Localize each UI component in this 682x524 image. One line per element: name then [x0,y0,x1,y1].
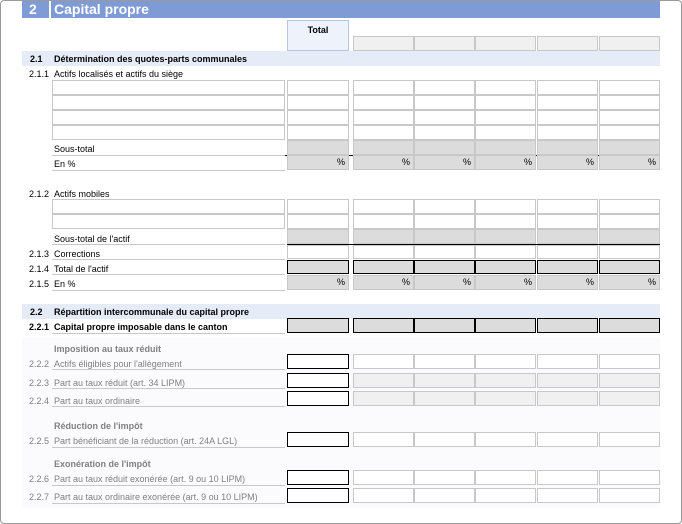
subtotal-actif-label: Sous-total de l'actif [54,234,130,244]
r212-row-value-cell[interactable] [599,199,660,214]
r211-label: Actifs localisés et actifs du siège [54,69,184,79]
enpct-value-pct: % [353,155,414,170]
r211-row-value-cell[interactable] [414,95,475,110]
r212-row-value-cell[interactable] [353,214,414,229]
r211-row-value-cell[interactable] [599,125,660,140]
subtotal-value-cell [599,140,660,155]
s21-title: Détermination des quotes-parts communales [54,54,248,64]
r221-label: Capital propre imposable dans le canton [54,322,228,332]
r225-value-cell[interactable] [599,432,660,447]
s21-number: 2.1 [30,54,43,64]
r211-row-value-cell[interactable] [599,110,660,125]
r222-total-cell[interactable] [287,354,349,369]
r213-value-cell[interactable] [537,245,598,259]
subtotal-value-cell [475,140,536,155]
r212-row-total-cell[interactable] [287,199,349,214]
r226-label: Part au taux réduit exonérée (art. 9 ou 10 LIPM) [54,474,246,484]
r214-label-rule [52,274,285,275]
r226-label-rule [52,485,285,486]
r214-value-cell [537,260,598,274]
r212-row-value-cell[interactable] [414,199,475,214]
enpct-value-pct: % [414,155,475,170]
r211-row-value-cell[interactable] [414,80,475,95]
r215-number: 2.1.5 [29,279,50,289]
r224-label: Part au taux ordinaire [54,396,141,406]
r214-value-cell [353,260,414,274]
r212-row-value-cell[interactable] [537,214,598,229]
r212-row-label-input[interactable] [52,199,285,214]
r211-row-value-cell[interactable] [537,110,598,125]
subtotal-actif-value-cell [599,229,660,244]
r211-row-value-cell[interactable] [537,95,598,110]
r211-row-value-cell[interactable] [475,110,536,125]
r211-row-total-cell[interactable] [287,125,349,140]
commune-column-header-cell [475,36,536,51]
r225-total-cell[interactable] [287,432,349,447]
r211-row-value-cell[interactable] [599,95,660,110]
r224-number: 2.2.4 [29,396,50,406]
r221-value-cell [475,318,536,333]
r215-value-pct: % [599,275,660,290]
r225-label: Part bénéficiant de la réduction (art. 24A LGL) [54,436,238,446]
subtotal-actif-value-cell [414,229,475,244]
r215-value-pct: % [353,275,414,290]
r211-row-label-input[interactable] [52,125,285,140]
r213-label: Corrections [54,249,101,259]
enpct-total-pct: % [287,155,349,170]
r211-row-label-input[interactable] [52,80,285,95]
r225-value-cell[interactable] [537,432,598,447]
r225-number: 2.2.5 [29,436,50,446]
r223-value-cell [414,373,475,388]
r211-row-value-cell[interactable] [475,125,536,140]
r227-value-cell[interactable] [475,488,536,503]
r227-number: 2.2.7 [29,492,50,502]
r226-number: 2.2.6 [29,474,50,484]
r211-row-value-cell[interactable] [414,110,475,125]
r213-value-cell[interactable] [599,245,660,259]
subtotal-value-cell [353,140,414,155]
r223-total-cell[interactable] [287,373,349,388]
r212-row-value-cell[interactable] [353,199,414,214]
commune-column-header-cell [414,36,475,51]
r222-value-cell[interactable] [537,354,598,369]
subtotal-actif-value-cell [475,229,536,244]
r215-label-rule [52,290,285,291]
reduced-heading: Imposition au taux réduit [54,344,162,354]
subtotal-label-rule [52,155,285,156]
r211-row-value-cell[interactable] [414,125,475,140]
r222-label: Actifs éligibles pour l'allègement [54,359,182,369]
r221-number: 2.2.1 [29,322,50,332]
commune-column-header-cell [599,36,660,51]
r221-value-cell [599,318,660,333]
r223-value-cell [353,373,414,388]
r211-row-value-cell[interactable] [353,80,414,95]
r212-row-total-cell[interactable] [287,214,349,229]
r212-row-value-cell[interactable] [599,214,660,229]
subtotal-value-cell [537,140,598,155]
r213-number: 2.1.3 [29,249,50,259]
r212-row-value-cell[interactable] [475,199,536,214]
s22-title: Répartition intercommunale du capital propre [54,307,250,317]
r211-row-value-cell[interactable] [537,125,598,140]
r221-total-cell [287,318,349,333]
r226-value-cell[interactable] [353,470,414,485]
r223-label: Part au taux réduit (art. 34 LIPM) [54,378,186,388]
subtotal-total-cell [287,140,349,155]
r214-value-cell [475,260,536,274]
r221-value-cell [414,318,475,333]
r214-value-cell [599,260,660,274]
r211-row-label-input[interactable] [52,95,285,110]
r226-value-cell[interactable] [599,470,660,485]
r215-label: En % [54,279,76,289]
r224-value-cell [475,391,536,406]
r211-row-value-cell[interactable] [475,95,536,110]
r222-value-cell[interactable] [475,354,536,369]
r212-row-value-cell[interactable] [475,214,536,229]
r215-value-pct: % [414,275,475,290]
reduction-heading: Réduction de l'impôt [54,421,143,431]
r226-value-cell[interactable] [414,470,475,485]
r214-value-cell [414,260,475,274]
r224-value-cell [414,391,475,406]
r212-row-label-input[interactable] [52,214,285,229]
r227-value-cell[interactable] [414,488,475,503]
r224-value-cell [537,391,598,406]
r211-row-total-cell[interactable] [287,110,349,125]
enpct-value-pct: % [599,155,660,170]
subtotal-value-cell [414,140,475,155]
r212-label: Actifs mobiles [54,189,110,199]
r222-value-cell[interactable] [353,354,414,369]
enpct-value-pct: % [537,155,598,170]
r223-number: 2.2.3 [29,378,50,388]
subtotal-actif-total-cell [287,229,349,244]
r226-value-cell[interactable] [537,470,598,485]
r215-value-pct: % [537,275,598,290]
r211-row-value-cell[interactable] [353,110,414,125]
r227-value-cell[interactable] [537,488,598,503]
r223-value-cell [599,373,660,388]
r227-value-cell[interactable] [599,488,660,503]
r227-label-rule [52,503,285,504]
section-header [22,1,660,18]
r224-value-cell [599,391,660,406]
r224-label-rule [52,406,285,407]
r226-value-cell[interactable] [475,470,536,485]
r212-row-value-cell[interactable] [537,199,598,214]
r214-total-cell [287,260,349,274]
enpct-label-rule [52,170,285,171]
r222-value-cell[interactable] [599,354,660,369]
r222-number: 2.2.2 [29,359,50,369]
r227-total-cell[interactable] [287,488,349,503]
r211-row-label-input[interactable] [52,110,285,125]
r215-total-pct: % [287,275,349,290]
section-number: 2 [29,1,37,17]
r211-row-total-cell[interactable] [287,80,349,95]
r223-value-cell [475,373,536,388]
r224-total-cell[interactable] [287,391,349,406]
section-header-divider [49,1,51,18]
r221-label-rule [52,333,285,334]
r213-total-cell[interactable] [287,245,349,259]
r211-number: 2.1.1 [29,69,50,79]
r221-value-cell [353,318,414,333]
subtotal-actif-label-rule [52,244,285,245]
r223-value-cell [537,373,598,388]
r212-row-value-cell[interactable] [414,214,475,229]
r226-total-cell[interactable] [287,470,349,485]
r211-row-total-cell[interactable] [287,95,349,110]
r211-row-value-cell[interactable] [599,80,660,95]
r211-row-value-cell[interactable] [475,80,536,95]
section-title: Capital propre [54,1,149,17]
enpct-value-pct: % [475,155,536,170]
r225-value-cell[interactable] [475,432,536,447]
r214-label: Total de l'actif [54,264,109,274]
commune-column-header-cell [353,36,414,51]
r213-value-cell[interactable] [353,245,414,259]
r222-value-cell[interactable] [414,354,475,369]
r215-value-pct: % [475,275,536,290]
r213-value-cell[interactable] [475,245,536,259]
subtotal-actif-value-cell [537,229,598,244]
r225-value-cell[interactable] [353,432,414,447]
r225-value-cell[interactable] [414,432,475,447]
exoneration-heading: Exonération de l'impôt [54,459,151,469]
r212-number: 2.1.2 [29,189,50,199]
r213-value-cell[interactable] [414,245,475,259]
r223-label-rule [52,388,285,389]
enpct-label: En % [54,159,76,169]
total-column-header [287,20,349,51]
s22-number: 2.2 [30,307,43,317]
commune-column-header-cell [537,36,598,51]
r214-number: 2.1.4 [29,264,50,274]
r224-value-cell [353,391,414,406]
r227-label: Part au taux ordinaire exonérée (art. 9 ou 10 LIPM) [54,492,258,502]
r227-value-cell[interactable] [353,488,414,503]
r211-row-value-cell[interactable] [353,125,414,140]
r211-row-value-cell[interactable] [353,95,414,110]
r225-label-rule [52,447,285,448]
r221-value-cell [537,318,598,333]
r213-label-rule [52,259,285,260]
subtotal-label: Sous-total [54,144,95,154]
r222-label-rule [52,369,285,370]
r211-row-value-cell[interactable] [537,80,598,95]
subtotal-actif-value-cell [353,229,414,244]
total-label: Total [307,25,329,35]
